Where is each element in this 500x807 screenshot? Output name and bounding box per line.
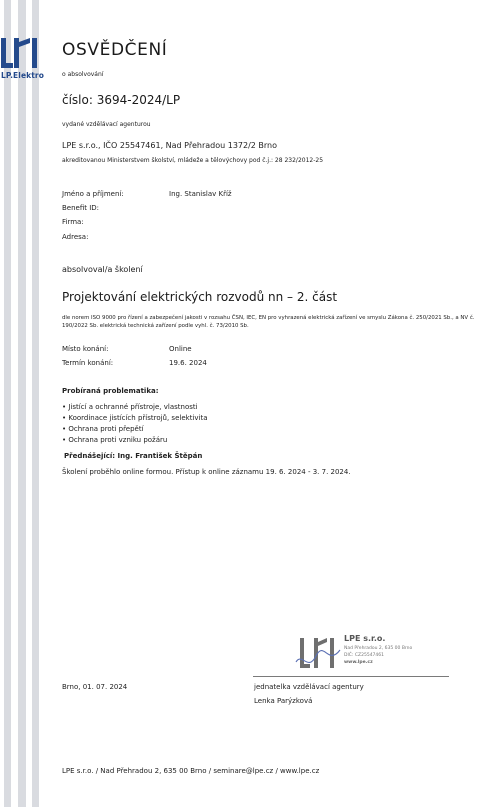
course-title: Projektování elektrických rozvodů nn – 2. část [62, 290, 338, 304]
place-value: Online [169, 345, 192, 353]
name-value: Ing. Stanislav Kříž [169, 190, 232, 198]
benefit-id-label: Benefit ID: [62, 204, 100, 212]
stamp-logo-icon [294, 632, 344, 674]
stamp-web: www.lpe.cz [344, 660, 373, 665]
side-stripe [4, 0, 11, 807]
stamp-company: LPE s.r.o. [344, 634, 386, 643]
side-stripe [32, 0, 39, 807]
signatory-name: Lenka Parýzková [254, 697, 313, 705]
place-date: Brno, 01. 07. 2024 [62, 683, 128, 691]
footer-contact: LPE s.r.o. / Nad Přehradou 2, 635 00 Brno / seminare@lpe.cz / www.lpe.cz [62, 767, 320, 775]
name-label: Jméno a příjmení: [62, 190, 124, 198]
certificate-title: OSVĚDČENÍ [62, 40, 168, 60]
accreditation-text: akreditovanou Ministerstvem školství, mládeže a tělovýchovy pod č.j.: 28 232/2012-25 [62, 157, 324, 164]
stamp-address: Nad Přehradou 2, 635 00 Brno [344, 646, 413, 651]
signatory-role: jednatelka vzdělávací agentury [254, 683, 364, 691]
date-label: Termín konání: [62, 359, 114, 367]
side-stripe [18, 0, 26, 807]
date-value: 19.6. 2024 [169, 359, 207, 367]
completed-label: absolvoval/a školení [62, 265, 143, 274]
about-label: o absolvování [62, 71, 104, 78]
logo-brand-text: LP.Elektro [1, 71, 44, 80]
signature-line [253, 676, 449, 677]
norms-text: dle norem ISO 9000 pro řízení a zabezpečení jakosti v rozsahu ČSN, IEC, EN pro vyhrazená elektrická zařízení ve smyslu Zákona č. 250/2021 Sb., a NV č. 190/2022 Sb. elektrická technická zařízení podle vyhl. č. 73/2010 Sb. [62, 315, 475, 329]
logo-mark-icon [0, 36, 44, 70]
topic-item: • Jistící a ochranné přístroje, vlastnosti [62, 403, 198, 411]
company-stamp [294, 632, 424, 674]
lecturer: Přednášející: Ing. František Štěpán [64, 452, 203, 460]
topic-item: • Koordinace jistících přístrojů, selektivita [62, 414, 208, 422]
topics-heading: Probíraná problematika: [62, 387, 159, 395]
agency-name: LPE s.r.o., IČO 25547461, Nad Přehradou 1372/2 Brno [62, 141, 278, 150]
issued-by-label: vydané vzdělávací agenturou [62, 121, 151, 128]
place-label: Místo konání: [62, 345, 109, 353]
company-label: Firma: [62, 218, 84, 226]
address-label: Adresa: [62, 233, 89, 241]
stamp-dic: DIČ: CZ25547461 [344, 653, 385, 658]
certificate-number: číslo: 3694-2024/LP [62, 93, 181, 107]
company-logo [0, 36, 44, 80]
topic-item: • Ochrana proti vzniku požáru [62, 436, 168, 444]
online-note: Školení proběhlo online formou. Přístup k online záznamu 19. 6. 2024 - 3. 7. 2024. [62, 468, 351, 476]
topic-item: • Ochrana proti přepětí [62, 425, 144, 433]
